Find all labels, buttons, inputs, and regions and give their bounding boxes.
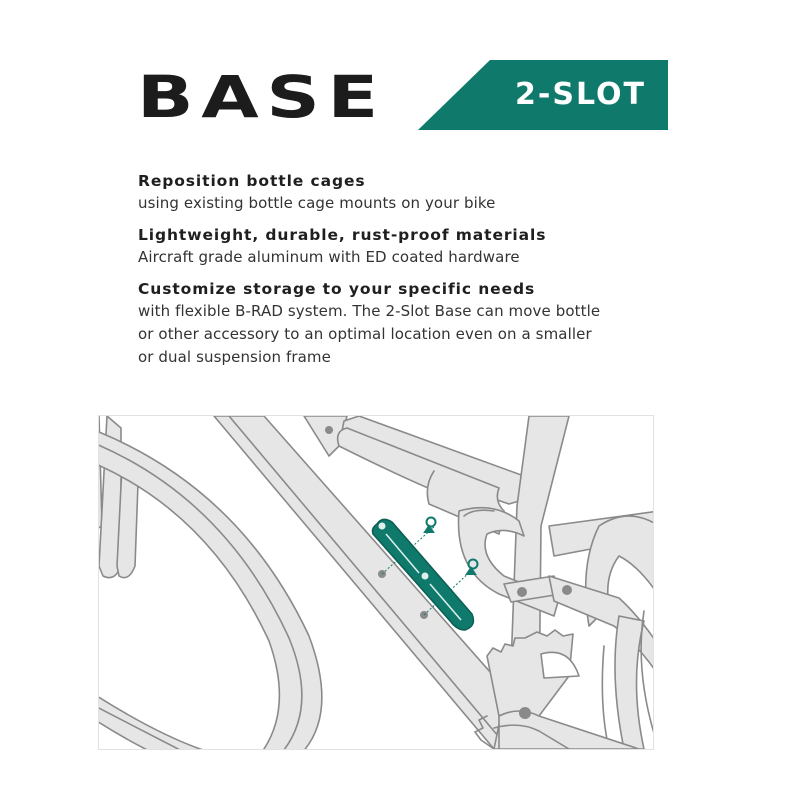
feature-body: using existing bottle cage mounts on your bike: [138, 194, 496, 212]
feature-heading: Lightweight, durable, rust-proof materials: [138, 226, 547, 244]
feature-body-line: or other accessory to an optimal location even on a smaller: [138, 325, 592, 343]
feature-item: [138, 224, 678, 269]
bottom-bracket-icon: [494, 707, 639, 749]
product-title: BASE: [137, 63, 386, 131]
feature-heading: Reposition bottle cages: [138, 172, 366, 190]
feature-body-line: with flexible B-RAD system. The 2-Slot Base can move bottle: [138, 302, 601, 320]
bike-frame-drawing: [99, 416, 653, 749]
feature-item: [138, 278, 678, 369]
feature-heading: Customize storage to your specific needs: [138, 280, 536, 298]
feature-item: [138, 170, 678, 215]
variant-badge-label: 2-SLOT: [515, 77, 646, 112]
feature-list: [138, 170, 678, 378]
suspension-link-icon: [459, 508, 560, 616]
bike-illustration: [98, 415, 654, 750]
variant-badge: [418, 60, 668, 130]
mount-bolt-icon: [425, 518, 436, 533]
feature-body: Aircraft grade aluminum with ED coated hardware: [138, 248, 520, 266]
feature-body-line: or dual suspension frame: [138, 348, 331, 366]
